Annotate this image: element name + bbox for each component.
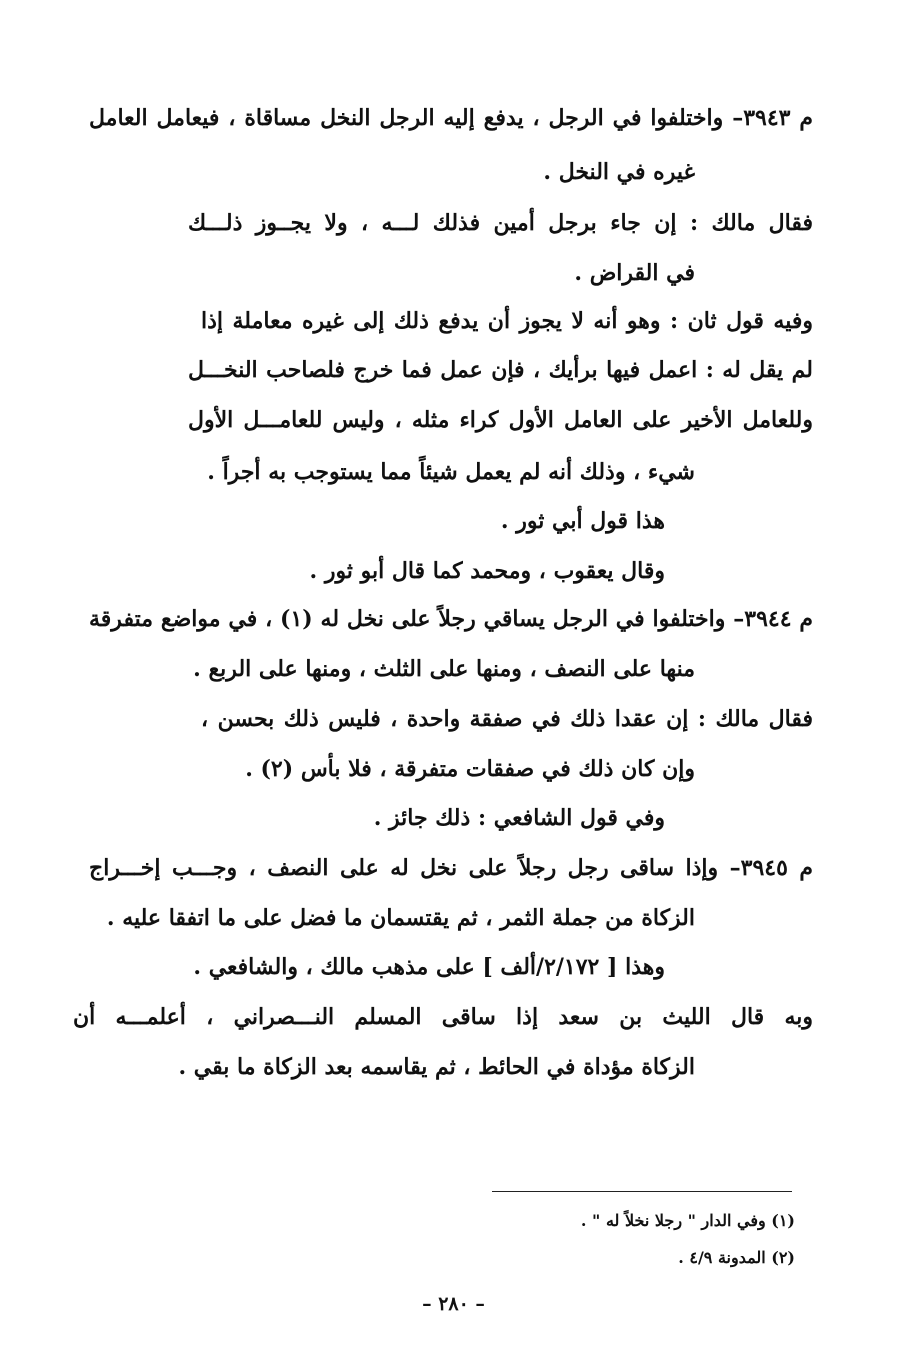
text-line-11: م ٣٩٤٤– واختلفوا في الرجل يساقي رجلاً على نخل له (١) ، في مواضع متفرقة: [89, 606, 813, 632]
text-line-3: فقال مالك : إن جاء برجل أمين فذلك لـــه ، ولا يجــوز ذلـــك: [188, 210, 813, 236]
text-line-5: وفيه قول ثان : وهو أنه لا يجوز أن يدفع ذلك إلى غيره معاملة إذا: [201, 308, 813, 334]
text-line-14: وإن كان ذلك في صفقات متفرقة ، فلا بأس (٢) .: [245, 756, 695, 782]
text-line-18: وهذا [ ٢/١٧٢/ألف ] على مذهب مالك ، والشافعي .: [193, 954, 665, 980]
text-line-6: لم يقل له : اعمل فيها برأيك ، فإن عمل فما خرج فلصاحب النخـــل: [188, 357, 813, 383]
text-line-17: الزكاة من جملة الثمر ، ثم يقتسمان ما فضل على ما اتفقا عليه .: [106, 905, 695, 931]
page-number: – ٢٨٠ –: [422, 1293, 485, 1315]
text-line-10: وقال يعقوب ، ومحمد كما قال أبو ثور .: [309, 558, 665, 584]
text-line-15: وفي قول الشافعي : ذلك جائز .: [373, 805, 665, 831]
text-line-1: م ٣٩٤٣– واختلفوا في الرجل ، يدفع إليه الرجل النخل مساقاة ، فيعامل العامل: [89, 105, 814, 131]
footnote-2: (٢) المدونة ٤/٩ .: [678, 1248, 795, 1267]
text-line-20: الزكاة مؤداة في الحائط ، ثم يقاسمه بعد الزكاة ما بقي .: [178, 1054, 695, 1080]
text-line-16: م ٣٩٤٥– وإذا ساقى رجل رجلاً على نخل له على النصف ، وجـــب إخـــراج: [89, 855, 814, 881]
text-line-19: وبه قال الليث بن سعد إذا ساقى المسلم النـــصراني ، أعلمـــه أن: [73, 1004, 813, 1030]
text-line-9: هذا قول أبي ثور .: [500, 508, 665, 534]
text-line-13: فقال مالك : إن عقدا ذلك في صفقة واحدة ، فليس ذلك بحسن ،: [201, 706, 813, 732]
text-line-4: في القراض .: [574, 260, 695, 286]
footnote-separator: [492, 1191, 792, 1192]
text-line-2: غيره في النخل .: [543, 159, 695, 185]
text-line-12: منها على النصف ، ومنها على الثلث ، ومنها على الربع .: [193, 656, 695, 682]
text-line-7: وللعامل الأخير على العامل الأول كراء مثله ، وليس للعامـــل الأول: [188, 407, 813, 433]
footnote-1: (١) وفي الدار " رجلا نخلاً له " .: [580, 1211, 795, 1230]
text-line-8: شيء ، وذلك أنه لم يعمل شيئاً مما يستوجب به أجراً .: [207, 459, 695, 485]
